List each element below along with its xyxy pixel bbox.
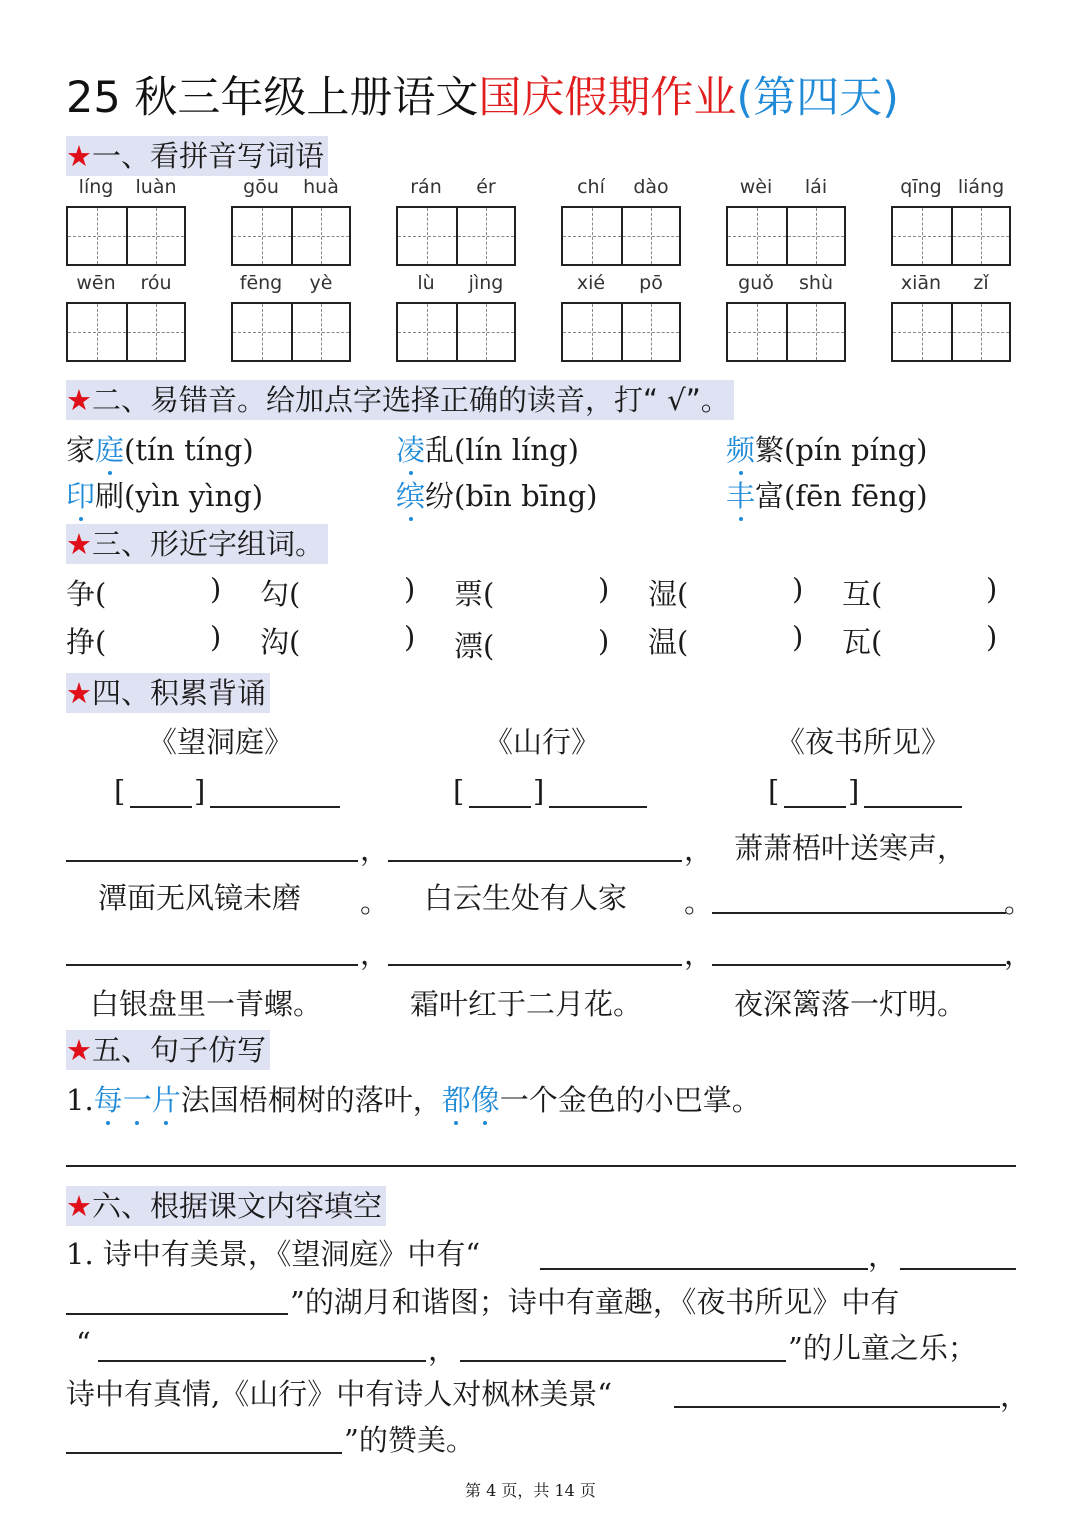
tianzige-cell[interactable] <box>786 208 844 264</box>
tianzige-box[interactable] <box>231 206 351 266</box>
xingjin-answer-slot[interactable]: ) <box>792 572 804 606</box>
star-icon: ★ <box>66 527 92 561</box>
tianzige-cell[interactable] <box>951 304 1009 360</box>
tianzige-cell[interactable] <box>398 304 456 360</box>
section-5-heading <box>66 1030 270 1070</box>
poem-title: 《望洞庭》 <box>148 725 294 759</box>
pinyin-label: pō <box>639 272 663 294</box>
pinyin-label: wèi <box>739 176 773 198</box>
poem-line: 萧萧梧叶送寒声， <box>734 831 967 865</box>
section-5-title: 五、句子仿写 <box>92 1033 267 1067</box>
yicuo-char: 富 <box>755 479 785 513</box>
yicuo-item[interactable] <box>726 474 928 515</box>
yicuo-item[interactable] <box>396 428 579 469</box>
poem-blank[interactable] <box>712 964 1006 966</box>
section-2-title: 二、易错音。给加点字选择正确的读音，打“ √”。 <box>92 383 730 417</box>
poem-title: 《山行》 <box>484 725 601 759</box>
highlight-char: 每 <box>93 1083 123 1117</box>
pinyin-label: chí <box>577 176 605 198</box>
comma: ， <box>1000 1379 1030 1413</box>
tiankong-blank[interactable] <box>540 1268 868 1270</box>
pinyin-label: fēng <box>239 272 283 294</box>
comma: ， <box>360 937 390 971</box>
section-2-heading <box>66 380 734 420</box>
section-3-heading <box>66 524 328 564</box>
tianzige-cell[interactable] <box>621 208 679 264</box>
title-part3: (第四天) <box>736 73 899 123</box>
xingjin-char: 挣( <box>66 625 107 659</box>
pinyin-label: jìng <box>468 272 504 294</box>
xingjin-char: 瓦( <box>842 625 883 659</box>
tianzige-box[interactable] <box>231 302 351 362</box>
poem-line: 潭面无风镜未磨 <box>98 881 302 915</box>
yicuo-dot-char: 频 <box>726 433 756 467</box>
yicuo-char: 繁 <box>755 433 785 467</box>
period: 。 <box>684 885 714 919</box>
xingjin-char: 票( <box>454 577 495 611</box>
yicuo-options: (yìn yìng) <box>124 479 264 513</box>
tianzige-box[interactable] <box>891 302 1011 362</box>
tianzige-cell[interactable] <box>728 208 786 264</box>
xingjin-char: 湿( <box>648 577 689 611</box>
tianzige-cell[interactable] <box>233 304 291 360</box>
tianzige-cell[interactable] <box>621 304 679 360</box>
tianzige-cell[interactable] <box>786 304 844 360</box>
pinyin-label: liáng <box>957 176 1005 198</box>
pinyin-label: qīng <box>900 176 942 198</box>
yicuo-dot-char: 丰 <box>726 479 756 513</box>
star-icon: ★ <box>66 676 92 710</box>
dynasty-blank[interactable] <box>864 806 962 808</box>
pinyin-label: guǒ <box>738 272 774 294</box>
tianzige-box[interactable] <box>66 206 186 266</box>
xingjin-char: 温( <box>648 625 689 659</box>
author-bracket-left: [ <box>768 774 780 808</box>
tianzige-cell[interactable] <box>291 304 349 360</box>
highlight-char: 像 <box>470 1083 500 1117</box>
yicuo-item[interactable] <box>726 428 927 469</box>
tiankong-blank[interactable] <box>66 1452 342 1454</box>
yicuo-dot-char: 印 <box>66 479 96 513</box>
pinyin-label: dào <box>633 176 669 198</box>
highlight-char: 一 <box>122 1083 152 1117</box>
tianzige-box[interactable] <box>396 206 516 266</box>
tianzige-cell[interactable] <box>563 208 621 264</box>
xingjin-char: 漂( <box>454 629 495 663</box>
sentence-text: 法国梧桐树的落叶， <box>180 1083 442 1117</box>
section-1-title: 一、看拼音写词语 <box>92 139 325 173</box>
pinyin-label: xiān <box>900 272 942 294</box>
xingjin-char: 沟( <box>260 625 301 659</box>
yicuo-options: (tín tíng) <box>124 433 254 467</box>
tianzige-box[interactable] <box>891 206 1011 266</box>
xingjin-char: 争( <box>66 577 107 611</box>
pinyin-label: huà <box>303 176 339 198</box>
comma: ， <box>684 833 714 867</box>
poem-line: 白银盘里一青螺。 <box>90 987 323 1021</box>
star-icon: ★ <box>66 1189 92 1223</box>
tiankong-blank[interactable] <box>98 1360 426 1362</box>
tianzige-cell[interactable] <box>68 304 126 360</box>
fangxie-answer-line[interactable] <box>66 1165 1016 1167</box>
author-blank[interactable] <box>130 806 192 808</box>
comma: ， <box>684 937 714 971</box>
pinyin-label: lù <box>417 272 435 294</box>
sentence-text: 一个金色的小巴掌。 <box>499 1083 761 1117</box>
yicuo-options: (fēn fēng) <box>784 479 928 513</box>
star-icon: ★ <box>66 1033 92 1067</box>
xingjin-char: 互( <box>842 577 883 611</box>
section-3-title: 三、形近字组词。 <box>92 527 325 561</box>
yicuo-char: 家 <box>66 433 96 467</box>
tiankong-text: ”的儿童之乐； <box>788 1331 977 1365</box>
pinyin-label: ér <box>476 176 496 198</box>
tiankong-blank[interactable] <box>66 1313 288 1315</box>
tianzige-cell[interactable] <box>951 208 1009 264</box>
yicuo-char: 纷 <box>425 479 455 513</box>
highlight-char: 片 <box>151 1083 181 1117</box>
tianzige-box[interactable] <box>726 206 846 266</box>
poem-blank[interactable] <box>388 964 682 966</box>
pinyin-label: luàn <box>135 176 177 198</box>
tianzige-cell[interactable] <box>233 208 291 264</box>
pinyin-label: líng <box>78 176 114 198</box>
author-blank[interactable] <box>469 806 531 808</box>
xingjin-answer-slot[interactable]: ) <box>792 620 804 654</box>
tianzige-cell[interactable] <box>893 208 951 264</box>
xingjin-answer-slot[interactable]: ) <box>598 624 610 658</box>
period: 。 <box>360 885 390 919</box>
tianzige-box[interactable] <box>396 302 516 362</box>
section-4-title: 四、积累背诵 <box>92 676 267 710</box>
tianzige-cell[interactable] <box>291 208 349 264</box>
xingjin-answer-slot[interactable]: ) <box>986 572 998 606</box>
xingjin-answer-slot[interactable]: ) <box>598 572 610 606</box>
highlight-char: 都 <box>441 1083 471 1117</box>
poem-title: 《夜书所见》 <box>776 725 951 759</box>
comma: ， <box>1004 937 1034 971</box>
yicuo-item[interactable] <box>66 428 254 469</box>
tianzige-box[interactable] <box>726 302 846 362</box>
tianzige-cell[interactable] <box>563 304 621 360</box>
pinyin-label: róu <box>140 272 172 294</box>
title-part1: 25 秋三年级上册语文 <box>66 73 479 123</box>
title-part2: 国庆假期作业 <box>478 73 737 123</box>
pinyin-label: xié <box>576 272 606 294</box>
poem-blank[interactable] <box>66 964 358 966</box>
comma: ， <box>428 1333 458 1367</box>
poem-blank[interactable] <box>66 860 358 862</box>
star-icon: ★ <box>66 139 92 173</box>
dynasty-blank[interactable] <box>210 806 340 808</box>
poem-blank[interactable] <box>388 860 682 862</box>
tiankong-text: 1. 诗中有美景，《望洞庭》中有“ <box>66 1237 481 1271</box>
period: 。 <box>1004 885 1034 919</box>
tiankong-blank[interactable] <box>674 1406 1000 1408</box>
dynasty-blank[interactable] <box>549 806 647 808</box>
yicuo-options: (bīn bīng) <box>454 479 598 513</box>
yicuo-item[interactable] <box>396 474 597 515</box>
yicuo-item[interactable] <box>66 474 263 515</box>
tianzige-cell[interactable] <box>893 304 951 360</box>
pinyin-label: shù <box>799 272 833 294</box>
yicuo-char: 刷 <box>95 479 125 513</box>
section-4-heading <box>66 673 270 713</box>
tianzige-cell[interactable] <box>68 208 126 264</box>
yicuo-dot-char: 庭 <box>95 433 125 467</box>
pinyin-label: gōu <box>243 176 279 198</box>
author-blank[interactable] <box>784 806 846 808</box>
pinyin-label: rán <box>410 176 442 198</box>
tianzige-cell[interactable] <box>126 304 184 360</box>
star-icon: ★ <box>66 383 92 417</box>
section-6-title: 六、根据课文内容填空 <box>92 1189 383 1223</box>
yicuo-char: 乱 <box>425 433 455 467</box>
tianzige-cell[interactable] <box>456 208 514 264</box>
xingjin-answer-slot[interactable]: ) <box>210 572 222 606</box>
tiankong-blank[interactable] <box>900 1268 1016 1270</box>
comma: ， <box>868 1239 898 1273</box>
poem-line: 夜深篱落一灯明。 <box>734 987 967 1021</box>
yicuo-options: (pín píng) <box>784 433 928 467</box>
author-bracket-right: ] <box>194 774 206 808</box>
pinyin-label: yè <box>309 272 333 294</box>
poem-blank[interactable] <box>712 912 1006 914</box>
pinyin-label: lái <box>804 176 828 198</box>
tianzige-cell[interactable] <box>728 304 786 360</box>
section-6-heading <box>66 1186 386 1226</box>
tiankong-text: ”的湖月和谐图；诗中有童趣，《夜书所见》中有 <box>290 1285 900 1319</box>
yicuo-dot-char: 凌 <box>396 433 426 467</box>
tiankong-text: ”的赞美。 <box>344 1423 475 1457</box>
xingjin-answer-slot[interactable]: ) <box>404 620 416 654</box>
author-bracket-left: [ <box>114 774 126 808</box>
author-bracket-left: [ <box>453 774 465 808</box>
author-bracket-right: ] <box>533 774 545 808</box>
xingjin-answer-slot[interactable]: ) <box>210 620 222 654</box>
xingjin-char: 勾( <box>260 577 301 611</box>
section-1-heading <box>66 136 328 176</box>
tianzige-cell[interactable] <box>126 208 184 264</box>
tianzige-box[interactable] <box>66 302 186 362</box>
pinyin-label: zǐ <box>973 272 989 294</box>
tianzige-cell[interactable] <box>456 304 514 360</box>
page-footer: 第 4 页，共 14 页 <box>465 1481 596 1500</box>
quote-mark: “ <box>76 1326 91 1360</box>
page-title <box>66 68 899 128</box>
author-bracket-right: ] <box>848 774 860 808</box>
poem-line: 白云生处有人家 <box>424 881 628 915</box>
poem-line: 霜叶红于二月花。 <box>410 987 643 1021</box>
fangxie-sentence <box>66 1078 761 1119</box>
tianzige-cell[interactable] <box>398 208 456 264</box>
xingjin-answer-slot[interactable]: ) <box>986 620 998 654</box>
xingjin-answer-slot[interactable]: ) <box>404 572 416 606</box>
tianzige-box[interactable] <box>561 206 681 266</box>
yicuo-dot-char: 缤 <box>396 479 426 513</box>
comma: ， <box>360 833 390 867</box>
tiankong-text: 诗中有真情,《山行》中有诗人对枫林美景“ <box>66 1377 613 1411</box>
item-number: 1. <box>66 1083 94 1117</box>
yicuo-options: (lín líng) <box>454 433 579 467</box>
pinyin-label: wēn <box>76 272 116 294</box>
tianzige-box[interactable] <box>561 302 681 362</box>
tiankong-blank[interactable] <box>460 1360 786 1362</box>
